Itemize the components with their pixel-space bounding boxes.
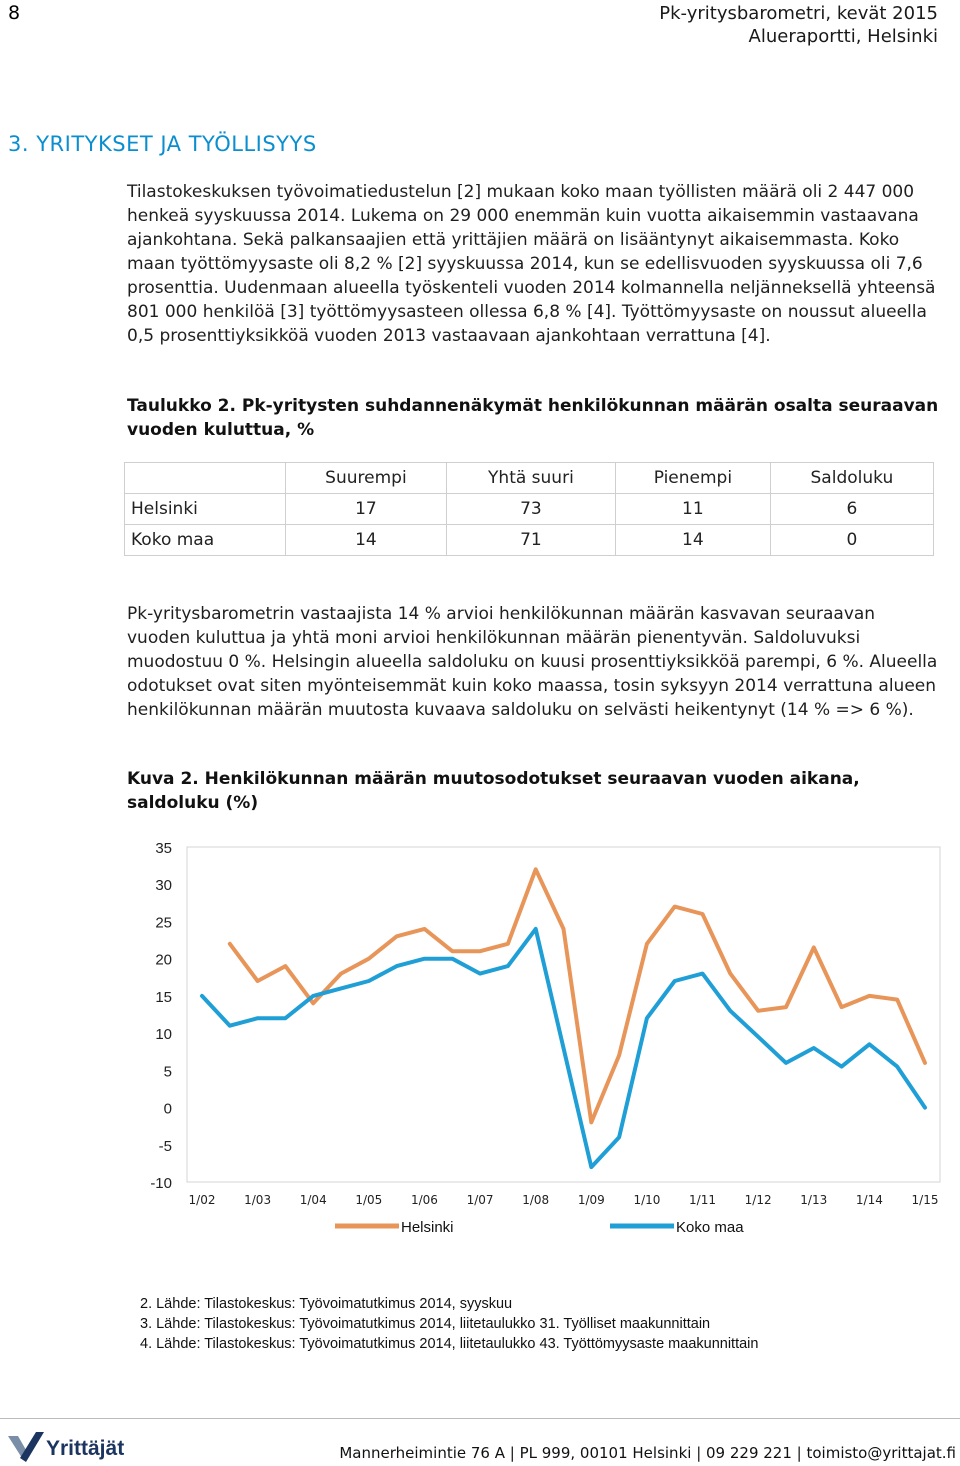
table-cell: 73: [446, 494, 615, 525]
row-label: Koko maa: [125, 525, 286, 556]
yrittajat-logo-icon: [6, 1428, 136, 1464]
table-cell: 0: [770, 525, 933, 556]
table-cell: 6: [770, 494, 933, 525]
row-label: Helsinki: [125, 494, 286, 525]
x-tick-label: 1/07: [466, 1193, 494, 1207]
table-cell: 14: [616, 525, 771, 556]
x-tick-label: 1/12: [744, 1193, 772, 1207]
column-header: Pienempi: [616, 463, 771, 494]
x-tick-label: 1/09: [577, 1193, 605, 1207]
footnote: 3. Lähde: Tilastokeskus: Työvoimatutkimus 2014, liitetaulukko 31. Työlliset maakunnittain: [140, 1316, 711, 1332]
header-title: Pk-yritysbarometri, kevät 2015: [659, 3, 938, 24]
footnote: 4. Lähde: Tilastokeskus: Työvoimatutkimus 2014, liitetaulukko 43. Työttömyysaste maakunnittain: [140, 1336, 759, 1352]
svg-text:Yrittäjät: Yrittäjät: [46, 1437, 125, 1460]
y-tick-label: 5: [163, 1063, 172, 1081]
figure-caption: Kuva 2. Henkilökunnan määrän muutosodotukset seuraavan vuoden aikana, saldoluku (%): [127, 769, 860, 813]
table-header-row: [125, 463, 934, 494]
saldoluku-line-chart: [120, 828, 950, 1248]
table-row: [125, 494, 934, 525]
x-tick-label: 1/13: [800, 1193, 828, 1207]
page-header: [659, 2, 938, 48]
footnotes: [140, 1294, 758, 1354]
y-tick-label: 35: [155, 840, 172, 857]
y-tick-label: 10: [155, 1026, 172, 1044]
table-cell: 71: [446, 525, 615, 556]
table-cell: 11: [616, 494, 771, 525]
y-tick-label: -10: [150, 1175, 172, 1192]
footnote: 2. Lähde: Tilastokeskus: Työvoimatutkimus 2014, syyskuu: [140, 1296, 513, 1312]
x-tick-label: 1/02: [188, 1193, 216, 1207]
legend-label: Helsinki: [401, 1219, 454, 1236]
section-heading: 3. YRITYKSET JA TYÖLLISYYS: [8, 132, 317, 156]
footer-address: Mannerheimintie 76 A | PL 999, 00101 Helsinki | 09 229 221 | toimisto@yrittajat.fi: [339, 1444, 956, 1462]
y-tick-label: 25: [155, 914, 172, 932]
y-tick-label: -5: [158, 1137, 172, 1155]
series-line-helsinki: [230, 869, 925, 1122]
page-number: 8: [8, 2, 21, 24]
y-tick-label: 20: [155, 951, 172, 969]
x-tick-label: 1/03: [244, 1193, 272, 1207]
y-tick-label: 30: [155, 877, 172, 895]
table-row: [125, 525, 934, 556]
x-tick-label: 1/04: [299, 1193, 327, 1207]
x-tick-label: 1/10: [633, 1193, 661, 1207]
series-line-koko-maa: [202, 929, 925, 1167]
column-header: Saldoluku: [770, 463, 933, 494]
x-tick-label: 1/11: [689, 1193, 717, 1207]
x-tick-label: 1/06: [410, 1193, 438, 1207]
y-tick-label: 15: [155, 988, 172, 1006]
x-tick-label: 1/15: [911, 1193, 939, 1207]
outlook-table: [124, 462, 934, 556]
y-tick-label: 0: [163, 1100, 172, 1118]
table-caption: Taulukko 2. Pk-yritysten suhdannenäkymät henkilökunnan määrän osalta seuraavan vuoden kuluttua, %: [127, 396, 939, 440]
footer-divider: [0, 1418, 960, 1419]
column-header: Suurempi: [286, 463, 447, 494]
table-corner-cell: [125, 463, 286, 494]
legend-label: Koko maa: [676, 1219, 744, 1236]
intro-paragraph: Tilastokeskuksen työvoimatiedustelun [2] mukaan koko maan työllisten määrä oli 2 447 000 henkeä syyskuussa 2014. Lukema on 29 000 enemmän kuin vuotta aikaisemmin vastaavana ajankohtana. Sekä palkansaajien että yrittäjien määrä on lisääntynyt aikaisemmasta. Koko maan työttömyysaste oli 8,2 % [2] syyskuussa 2014, kun se edellisvuoden syyskuussa oli 7,6 prosenttia. Uudenmaan alueella työskenteli vuoden 2014 kolmannella neljänneksellä yhteensä 801 000 henkilöä [3] työttömyysasteen ollessa 6,8 % [4]. Työttömyysaste on noussut alueella 0,5 prosenttiyksikköä vuoden 2013 vastaavaan ajankohtaan verrattuna [4].: [127, 182, 936, 346]
x-tick-label: 1/14: [855, 1193, 883, 1207]
analysis-paragraph: Pk-yritysbarometrin vastaajista 14 % arvioi henkilökunnan määrän kasvavan seuraavan vuoden kuluttua ja yhtä moni arvioi henkilökunnan määrän pienentyvän. Saldoluvuksi muodostuu 0 %. Helsingin alueella saldoluku on kuusi prosenttiyksikköä parempi, 6 %. Alueella odotukset ovat siten myönteisemmät kuin koko maassa, tosin syksyyn 2014 verrattuna alueen henkilökunnan määrän muutosta kuvaava saldoluku on selvästi heikentynyt (14 % => 6 %).: [127, 604, 938, 720]
column-header: Yhtä suuri: [446, 463, 615, 494]
x-tick-label: 1/08: [522, 1193, 550, 1207]
x-tick-label: 1/05: [355, 1193, 383, 1207]
plot-area-border: [187, 847, 940, 1182]
table-cell: 14: [286, 525, 447, 556]
table-cell: 17: [286, 494, 447, 525]
header-subtitle: Alueraportti, Helsinki: [748, 26, 938, 47]
